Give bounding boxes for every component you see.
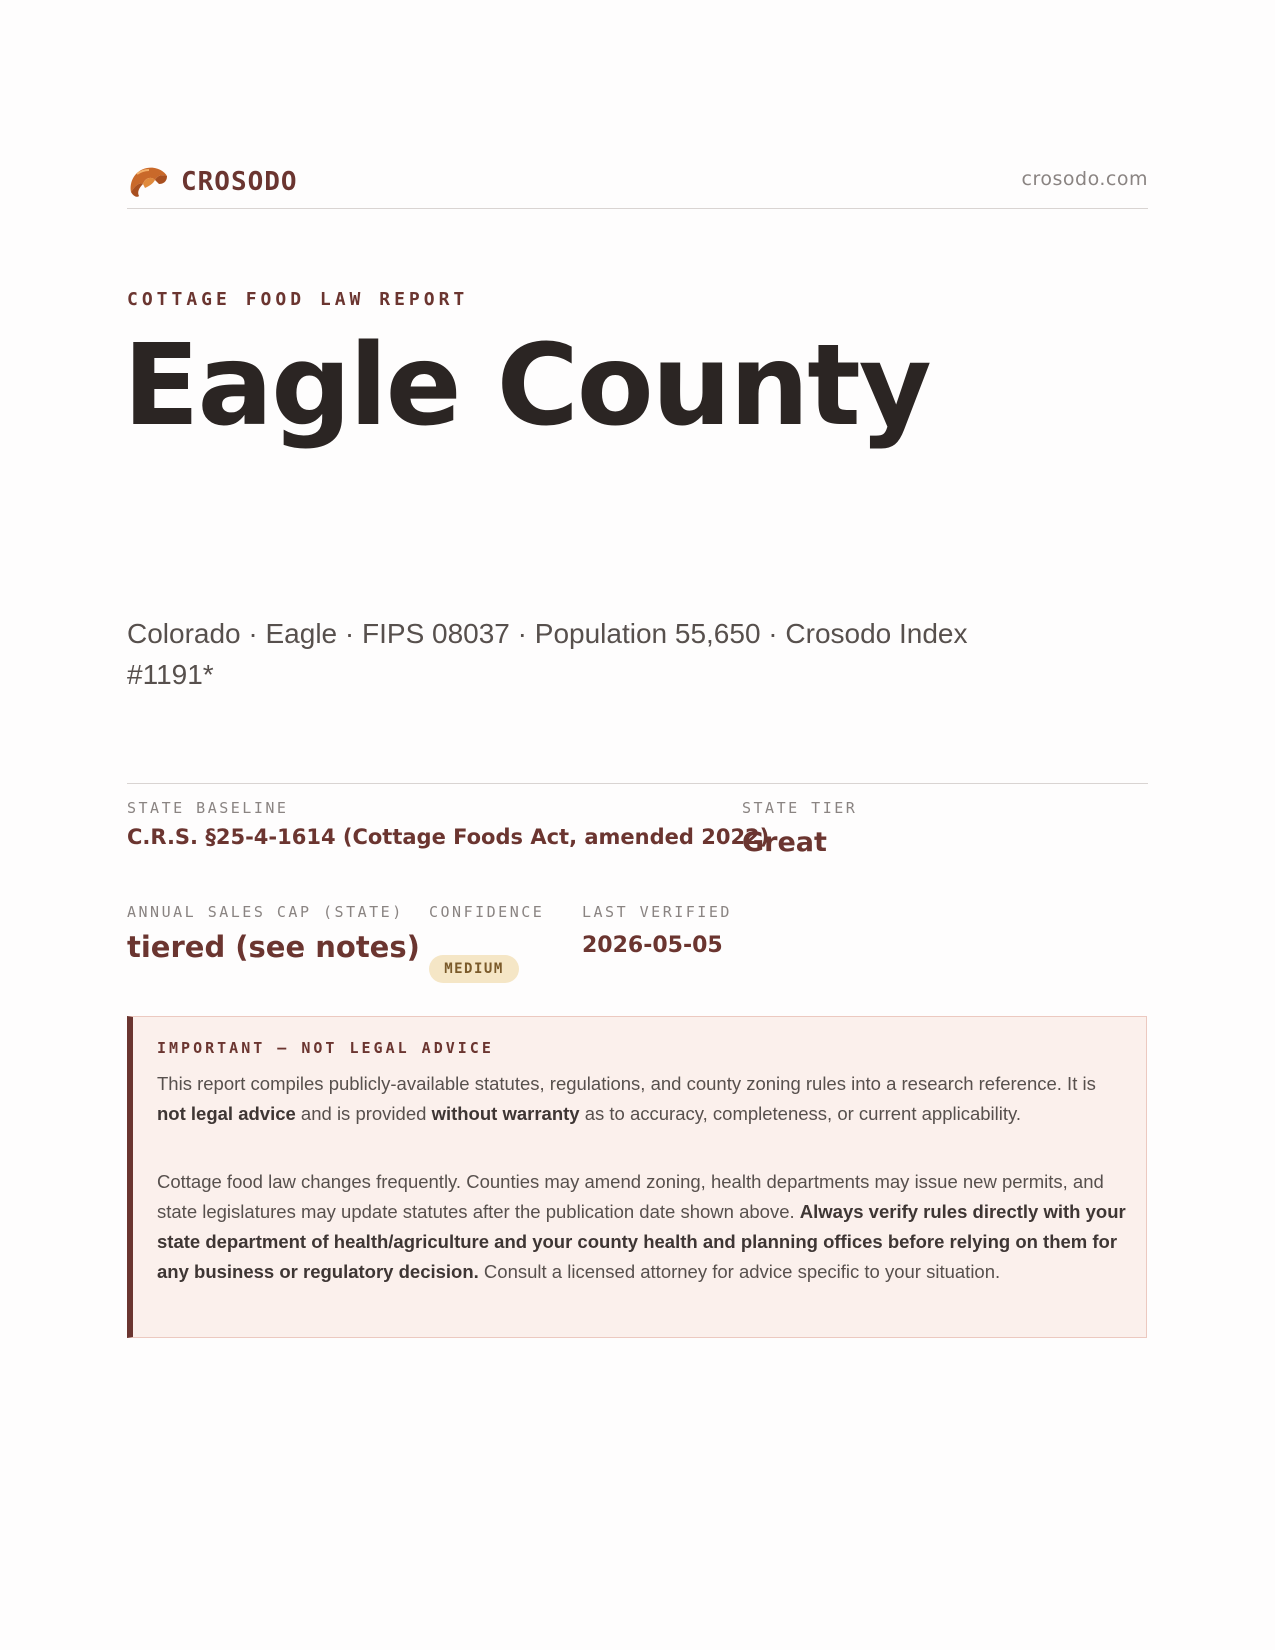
brand-name: CROSODO: [181, 167, 298, 197]
notice-paragraph-1: This report compiles publicly-available statutes, regulations, and county zoning rules into a research reference. It is not legal advice and is provided without warranty as to accuracy, completeness, or current applicability.: [157, 1073, 1096, 1124]
legal-notice: [127, 1016, 1147, 1338]
page-title: Eagle County: [123, 321, 930, 451]
sales-cap-value: tiered (see notes): [127, 930, 420, 964]
confidence-badge: MEDIUM: [429, 955, 519, 983]
emphasis-not-legal-advice: not legal advice: [157, 1103, 296, 1124]
state-baseline-label: STATE BASELINE: [127, 799, 289, 817]
last-verified-label: LAST VERIFIED: [582, 903, 732, 921]
croissant-icon: [127, 162, 169, 202]
page-header: [127, 156, 1148, 209]
state-tier-label: STATE TIER: [742, 799, 858, 817]
report-subtitle: Colorado · Eagle · FIPS 08037 · Population 55,650 · Crosodo Index #1191*: [127, 618, 968, 690]
notice-heading: IMPORTANT — NOT LEGAL ADVICE: [157, 1039, 494, 1057]
sales-cap-label: ANNUAL SALES CAP (STATE): [127, 903, 404, 921]
notice-paragraph-2: Cottage food law changes frequently. Counties may amend zoning, health departments may issue new permits, and state legislatures may update statutes after the publication date shown above. Always verify rules directly with your state department of health/agriculture and your county health and planning offices before relying on them for any business or regulatory decision. Consult a licensed attorney for advice specific to your situation.: [157, 1171, 1126, 1282]
emphasis-without-warranty: without warranty: [431, 1103, 580, 1124]
divider: [127, 783, 1148, 784]
confidence-label: CONFIDENCE: [429, 903, 545, 921]
brand[interactable]: [127, 162, 298, 202]
state-baseline-value: C.R.S. §25-4-1614 (Cottage Foods Act, amended 2022): [127, 825, 770, 849]
state-tier-value: Great: [742, 827, 827, 858]
last-verified-value: 2026-05-05: [582, 933, 723, 958]
site-link[interactable]: crosodo.com: [1021, 168, 1148, 190]
emphasis-verify-rules: Always verify rules directly with your state department of health/agriculture and your county health and planning offices before relying on them for any business or regulatory decision.: [157, 1201, 1126, 1282]
report-kicker: COTTAGE FOOD LAW REPORT: [127, 289, 469, 310]
